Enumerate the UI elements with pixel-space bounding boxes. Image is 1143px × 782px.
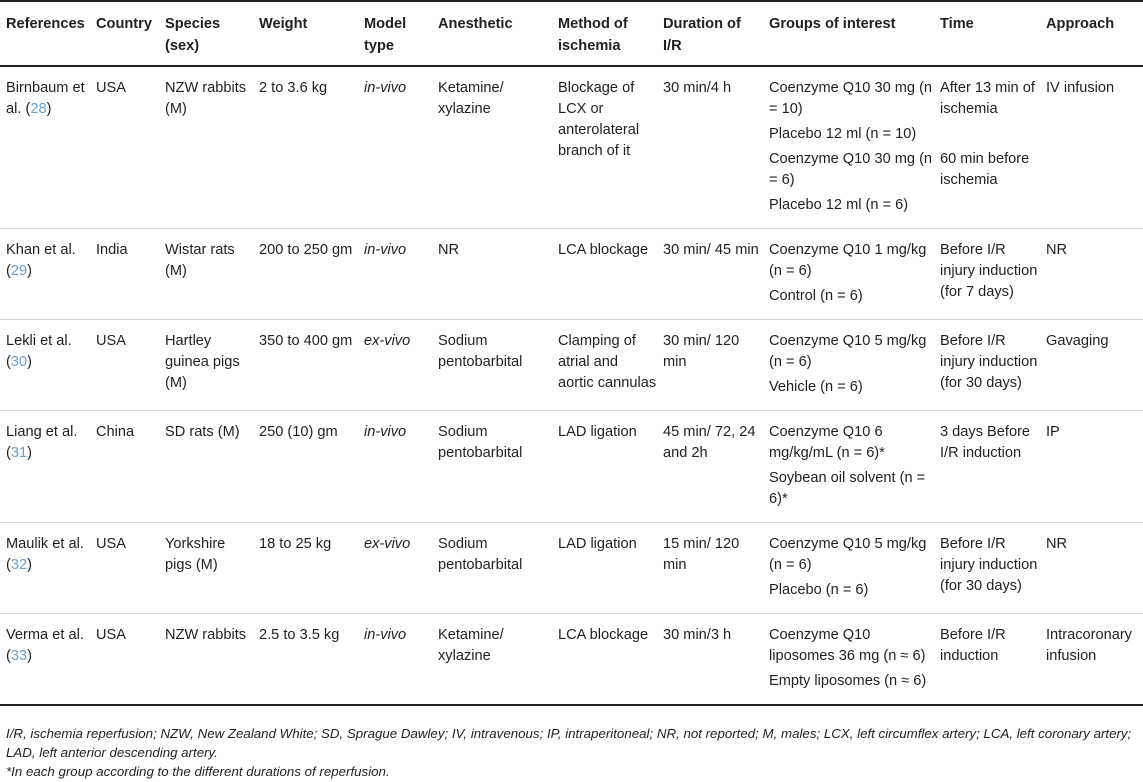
group-entry: Coenzyme Q10 5 mg/kg (n = 6) [769,536,927,573]
cell-method: LAD ligation [558,424,637,440]
cell-groups [763,229,934,320]
group-entry: Placebo 12 ml (n = 6) [769,197,909,213]
reference-name: Birnbaum et al. ( [6,80,85,117]
cell-species: Hartley guinea pigs (M) [165,333,240,391]
time-entry [940,195,1040,216]
cell-anesthetic: Sodium pentobarbital [438,424,523,461]
table-footnotes [6,724,1136,781]
cell-reference [0,229,90,320]
cell-country: China [96,424,135,440]
cell-groups [763,320,934,411]
cell-method: LCA blockage [558,627,649,643]
cell-species: NZW rabbits [165,627,247,643]
reference-link[interactable]: 31 [10,445,28,461]
cell-method: Blockage of LCX or anterolateral branch of it [558,80,640,159]
cell-time [934,320,1040,411]
header-groups: Groups of interest [763,1,934,66]
group-entry: Empty liposomes (n ≈ 6) [769,673,927,689]
cell-country: USA [96,627,127,643]
cell-weight: 350 to 400 gm [259,333,353,349]
cell-anesthetic: Ketamine/ xylazine [438,80,504,117]
table-row [0,66,1143,229]
reference-name: Lekli et al. ( [6,333,72,370]
cell-duration: 15 min/ 120 min [663,536,740,573]
cell-species: Wistar rats (M) [165,242,235,279]
time-entry: Before I/R injury induction (for 7 days) [940,242,1038,300]
cell-time [934,523,1040,614]
reference-close: ) [27,557,32,573]
group-entry: Coenzyme Q10 30 mg (n = 10) [769,80,933,117]
header-method: Method of ischemia [552,1,657,66]
cell-weight: 18 to 25 kg [259,536,332,552]
group-entry: Placebo (n = 6) [769,582,869,598]
reference-close: ) [27,263,32,279]
cell-approach: NR [1046,536,1068,552]
cell-time [934,66,1040,229]
group-entry: Coenzyme Q10 liposomes 36 mg (n ≈ 6) [769,627,926,664]
reference-name: Verma et al. ( [6,627,84,664]
cell-duration: 30 min/4 h [663,80,732,96]
cell-anesthetic: Sodium pentobarbital [438,333,523,370]
cell-time [934,411,1040,523]
cell-anesthetic: NR [438,242,460,258]
table-row [0,320,1143,411]
table-row [0,229,1143,320]
cell-time [934,229,1040,320]
header-country: Country [90,1,159,66]
cell-duration: 30 min/3 h [663,627,732,643]
reference-close: ) [46,101,52,117]
cell-weight: 2.5 to 3.5 kg [259,627,340,643]
reference-link[interactable]: 30 [10,354,28,370]
cell-duration: 30 min/ 45 min [663,242,759,258]
footnote-abbreviations: I/R, ischemia reperfusion; NZW, New Zealand White; SD, Sprague Dawley; IV, intravenous; IP, intraperitoneal; NR, not reported; M, males; LCX, left circumflex artery; LCA, left coronary artery; LAD, left anterior descending artery. [6,726,1132,760]
header-approach: Approach [1040,1,1143,66]
header-time: Time [934,1,1040,66]
cell-anesthetic: Sodium pentobarbital [438,536,523,573]
cell-method: LAD ligation [558,536,637,552]
cell-duration: 30 min/ 120 min [663,333,740,370]
reference-close: ) [27,648,32,664]
group-entry: Coenzyme Q10 30 mg (n = 6) [769,151,933,188]
cell-reference [0,320,90,411]
header-model-type: Model type [358,1,432,66]
table-body [0,66,1143,705]
cell-approach: NR [1046,242,1068,258]
cell-model-type: in-vivo [364,627,407,643]
time-entry: After 13 min of ischemia [940,80,1035,117]
reference-name: Liang et al. ( [6,424,78,461]
table-row [0,411,1143,523]
table-row [0,523,1143,614]
header-row [0,1,1143,66]
cell-groups [763,411,934,523]
cell-weight: 200 to 250 gm [259,242,353,258]
time-entry: 60 min before ischemia [940,151,1030,188]
time-entry: Before I/R injury induction (for 30 days) [940,536,1038,594]
cell-model-type: ex-vivo [364,536,411,552]
time-entry: 3 days Before I/R induction [940,424,1031,461]
cell-reference [0,523,90,614]
group-entry: Control (n = 6) [769,288,863,304]
time-entry: Before I/R injury induction (for 30 days) [940,333,1038,391]
cell-country: USA [96,536,127,552]
reference-link[interactable]: 29 [10,263,28,279]
cell-method: Clamping of atrial and aortic cannulas [558,333,657,391]
time-entry: Before I/R induction [940,627,1006,664]
cell-method: LCA blockage [558,242,649,258]
cell-species: Yorkshire pigs (M) [165,536,226,573]
group-entry: Coenzyme Q10 6 mg/kg/mL (n = 6)* [769,424,885,461]
cell-country: USA [96,333,127,349]
cell-model-type: ex-vivo [364,333,411,349]
cell-groups [763,66,934,229]
cell-groups [763,523,934,614]
header-duration: Duration of I/R [657,1,763,66]
group-entry: Coenzyme Q10 1 mg/kg (n = 6) [769,242,927,279]
reference-link[interactable]: 28 [30,101,47,117]
header-anesthetic: Anesthetic [432,1,552,66]
reference-link[interactable]: 33 [10,648,28,664]
group-entry: Soybean oil solvent (n = 6)* [769,470,926,507]
header-species: Species (sex) [159,1,253,66]
reference-link[interactable]: 32 [10,557,28,573]
time-entry [940,124,1040,145]
reference-name: Khan et al. ( [6,242,76,279]
reference-name: Maulik et al. ( [6,536,84,573]
reference-close: ) [27,354,32,370]
cell-groups [763,614,934,706]
group-entry: Vehicle (n = 6) [769,379,863,395]
cell-country: India [96,242,128,258]
cell-species: NZW rabbits (M) [165,80,247,117]
cell-species: SD rats (M) [165,424,240,440]
footnote-asterisk: *In each group according to the different durations of reperfusion. [6,764,390,779]
reference-close: ) [27,445,32,461]
cell-duration: 45 min/ 72, 24 and 2h [663,424,756,461]
cell-approach: IV infusion [1046,80,1115,96]
cell-model-type: in-vivo [364,424,407,440]
group-entry: Coenzyme Q10 5 mg/kg (n = 6) [769,333,927,370]
cell-approach: Intracoronary infusion [1046,627,1132,664]
cell-reference [0,614,90,706]
cell-reference [0,411,90,523]
cell-approach: Gavaging [1046,333,1109,349]
group-entry: Placebo 12 ml (n = 10) [769,126,917,142]
header-weight: Weight [253,1,358,66]
table-row [0,614,1143,706]
cell-country: USA [96,80,127,96]
cell-approach: IP [1046,424,1060,440]
cell-anesthetic: Ketamine/ xylazine [438,627,504,664]
cell-weight: 250 (10) gm [259,424,338,440]
cell-time [934,614,1040,706]
cell-weight: 2 to 3.6 kg [259,80,328,96]
cell-model-type: in-vivo [364,242,407,258]
header-references: References [0,1,90,66]
cell-reference [0,66,90,229]
cell-model-type: in-vivo [364,80,407,96]
